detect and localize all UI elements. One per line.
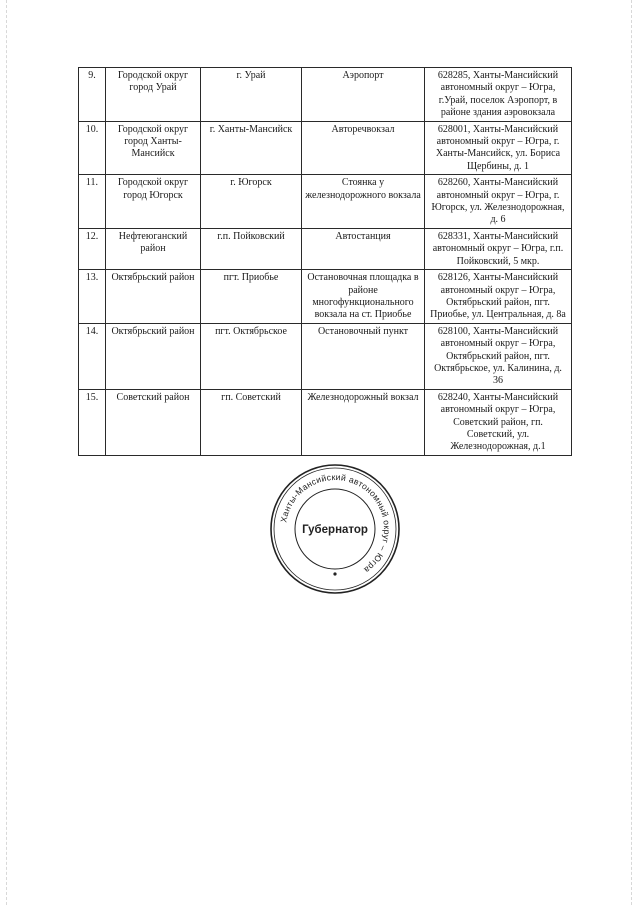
table-row — [79, 228, 572, 269]
stations-table — [78, 67, 572, 456]
municipality-cell: Октябрьский район — [106, 270, 201, 324]
stop-point-cell: Железнодорожный вокзал — [302, 389, 425, 455]
table-row — [79, 270, 572, 324]
settlement-cell: пгт. Октябрьское — [201, 323, 302, 389]
stop-point-cell: Аэропорт — [302, 68, 425, 122]
governor-seal — [268, 462, 402, 596]
stop-point-cell: Автоpечвокзал — [302, 121, 425, 175]
settlement-cell: гп. Советский — [201, 389, 302, 455]
scan-edge-right — [631, 0, 632, 905]
row-number: 14. — [79, 323, 106, 389]
municipality-cell: Октябрьский район — [106, 323, 201, 389]
stop-point-cell: Остановочная площадка в районе многофункционального вокзала на ст. Приобье — [302, 270, 425, 324]
address-cell: 628100, Ханты-Мансийский автономный округ – Югра, Октябрьский район, пгт. Октябрьское, ул. Калинина, д. 36 — [425, 323, 572, 389]
municipality-cell: Городской округ город Ханты-Мансийск — [106, 121, 201, 175]
settlement-cell: г. Урай — [201, 68, 302, 122]
settlement-cell: г.п. Пойковский — [201, 228, 302, 269]
table-row — [79, 389, 572, 455]
municipality-cell: Городской округ город Урай — [106, 68, 201, 122]
stop-point-cell: Стоянка у железнодорожного вокзала — [302, 175, 425, 229]
address-cell: 628331, Ханты-Мансийский автономный округ – Югра, г.п. Пойковский, 5 мкр. — [425, 228, 572, 269]
address-cell: 628285, Ханты-Мансийский автономный округ – Югра, г.Урай, поселок Аэропорт, в районе здания аэровокзала — [425, 68, 572, 122]
settlement-cell: пгт. Приобье — [201, 270, 302, 324]
address-cell: 628126, Ханты-Мансийский автономный округ – Югра, Октябрьский район, пгт. Приобье, ул. Центральная, д. 8а — [425, 270, 572, 324]
table-row — [79, 68, 572, 122]
settlement-cell: г. Ханты-Мансийск — [201, 121, 302, 175]
seal-center-text: Губернатор — [302, 524, 368, 536]
address-cell: 628240, Ханты-Мансийский автономный округ – Югра, Советский район, гп. Советский, ул. Железнодорожная, д.1 — [425, 389, 572, 455]
address-cell: 628001, Ханты-Мансийский автономный округ – Югра, г. Ханты-Мансийск, ул. Бориса Щербины, д. 1 — [425, 121, 572, 175]
row-number: 13. — [79, 270, 106, 324]
table-row — [79, 121, 572, 175]
row-number: 11. — [79, 175, 106, 229]
municipality-cell: Нефтеюганский район — [106, 228, 201, 269]
address-cell: 628260, Ханты-Мансийский автономный округ – Югра, г. Югорск, ул. Железнодорожная, д. 6 — [425, 175, 572, 229]
row-number: 10. — [79, 121, 106, 175]
seal-dot — [333, 572, 336, 575]
row-number: 15. — [79, 389, 106, 455]
scan-edge-left — [6, 0, 7, 905]
table-row — [79, 175, 572, 229]
seal-ring-text: Ханты-Мансийский автономный округ – Югра — [278, 471, 393, 576]
stop-point-cell: Автостанция — [302, 228, 425, 269]
municipality-cell: Советский район — [106, 389, 201, 455]
table-row — [79, 323, 572, 389]
row-number: 9. — [79, 68, 106, 122]
settlement-cell: г. Югорск — [201, 175, 302, 229]
municipality-cell: Городской округ город Югорск — [106, 175, 201, 229]
stop-point-cell: Остановочный пункт — [302, 323, 425, 389]
row-number: 12. — [79, 228, 106, 269]
table-body — [79, 68, 572, 456]
